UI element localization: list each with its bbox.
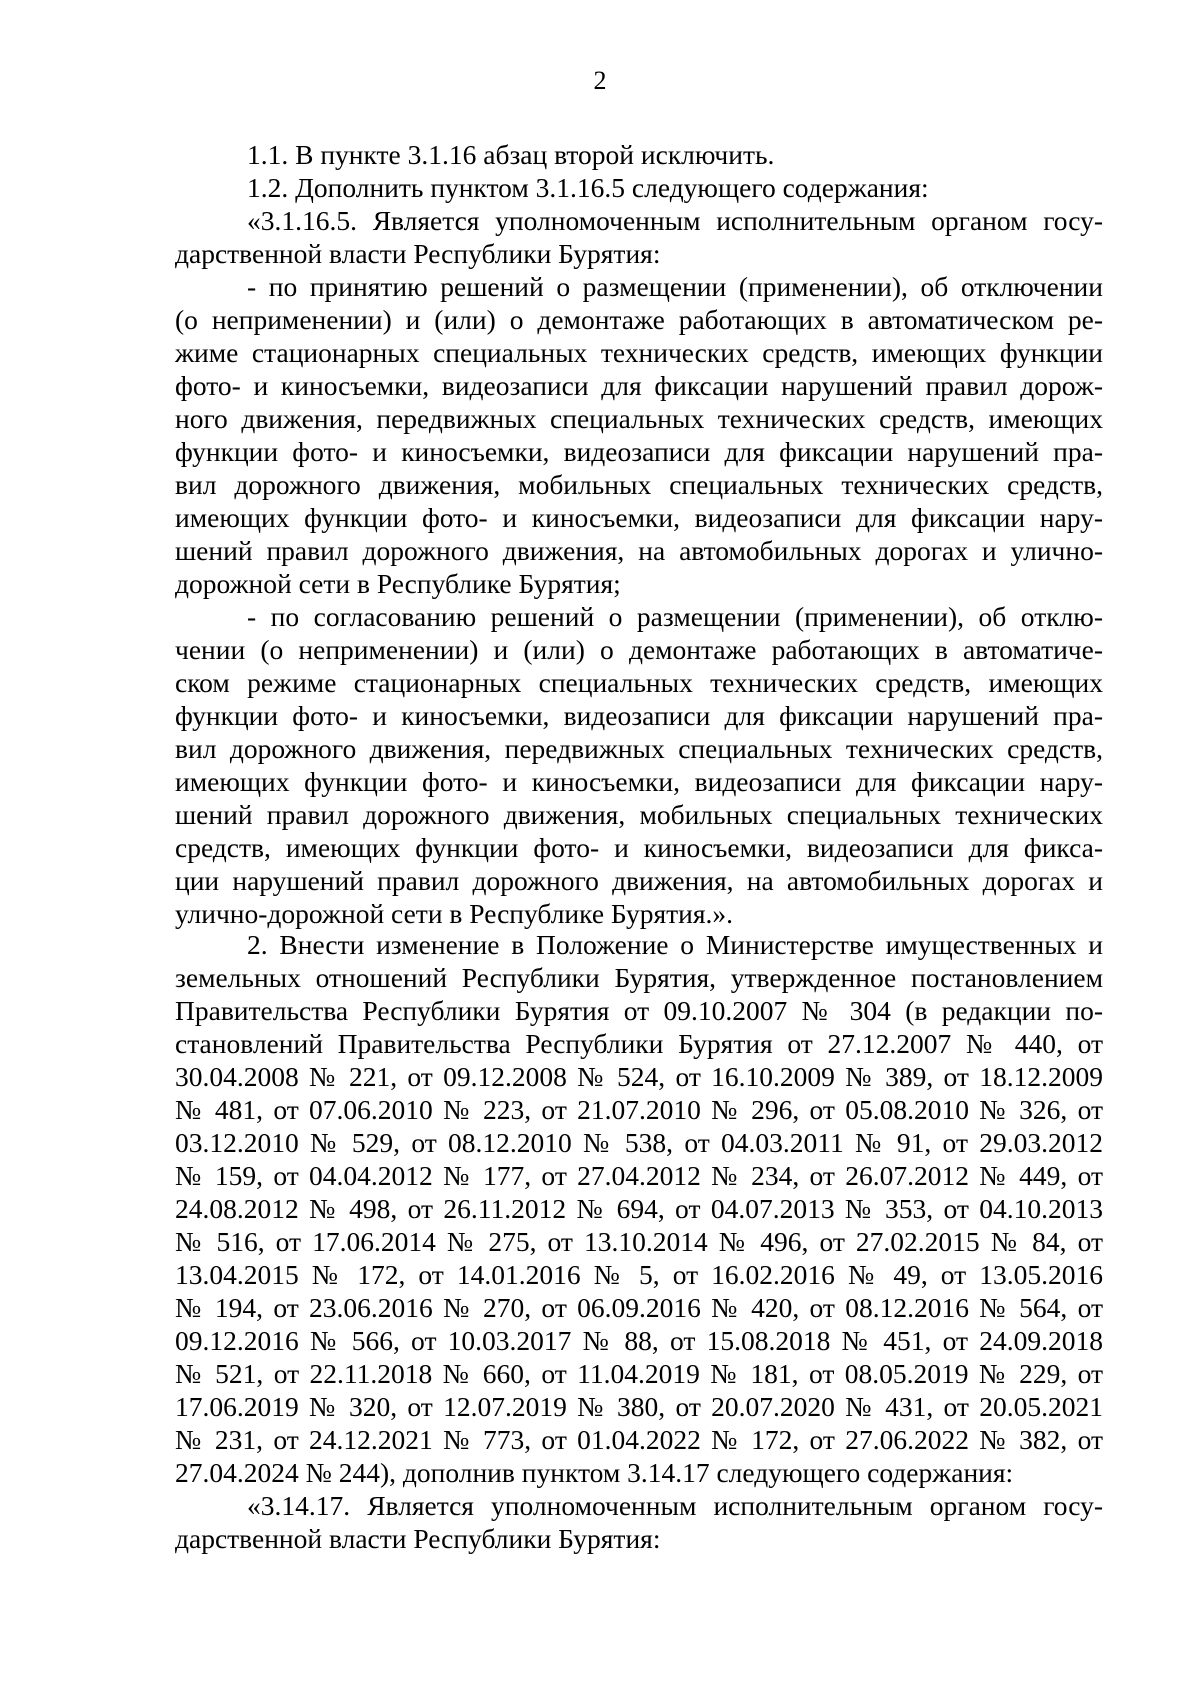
text-line: 1.1. В пункте 3.1.16 абзац второй исключить. <box>247 139 775 170</box>
text-line: функции фото- и киносъемки, видеозаписи для фиксации нарушений пра- <box>175 436 1103 467</box>
text-line: 03.12.2010 № 529, от 08.12.2010 № 538, от 04.03.2011 № 91, от 29.03.2012 <box>175 1127 1103 1158</box>
text-line: чении (о неприменении) и (или) о демонтаже работающих в автоматиче- <box>175 634 1103 665</box>
text-line: ного движения, передвижных специальных технических средств, имеющих <box>175 403 1103 434</box>
text-line: 1.2. Дополнить пунктом 3.1.16.5 следующего содержания: <box>247 172 929 203</box>
text-line: дорожной сети в Республике Бурятия; <box>175 568 621 599</box>
text-line: № 194, от 23.06.2016 № 270, от 06.09.2016 № 420, от 08.12.2016 № 564, от <box>175 1292 1103 1323</box>
text-line: - по принятию решений о размещении (применении), об отключении <box>247 271 1103 302</box>
text-line: жиме стационарных специальных технических средств, имеющих функции <box>175 337 1103 368</box>
text-line: улично-дорожной сети в Республике Бурятия.». <box>175 898 734 929</box>
text-line: ском режиме стационарных специальных технических средств, имеющих <box>175 667 1103 698</box>
text-line: дарственной власти Республики Бурятия: <box>175 238 661 269</box>
text-line: вил дорожного движения, передвижных специальных технических средств, <box>175 733 1103 764</box>
text-line: 24.08.2012 № 498, от 26.11.2012 № 694, от 04.07.2013 № 353, от 04.10.2013 <box>175 1193 1103 1224</box>
text-line: № 516, от 17.06.2014 № 275, от 13.10.2014 № 496, от 27.02.2015 № 84, от <box>175 1226 1103 1257</box>
text-line: Правительства Республики Бурятия от 09.10.2007 № 304 (в редакции по- <box>175 995 1103 1026</box>
text-line: фото- и киносъемки, видеозаписи для фиксации нарушений правил дорож- <box>175 370 1103 401</box>
text-line: шений правил дорожного движения, на автомобильных дорогах и улично- <box>175 535 1103 566</box>
section-1-amendments <box>175 138 1103 930</box>
text-line: 13.04.2015 № 172, от 14.01.2016 № 5, от 16.02.2016 № 49, от 13.05.2016 <box>175 1259 1103 1290</box>
text-line: 27.04.2024 № 244), дополнив пунктом 3.14.17 следующего содержания: <box>175 1457 1014 1488</box>
text-line: земельных отношений Республики Бурятия, утвержденное постановлением <box>175 962 1103 993</box>
text-line: «3.1.16.5. Является уполномоченным исполнительным органом госу- <box>247 205 1103 236</box>
text-line: № 159, от 04.04.2012 № 177, от 27.04.2012 № 234, от 26.07.2012 № 449, от <box>175 1160 1103 1191</box>
text-line: (о неприменении) и (или) о демонтаже работающих в автоматическом ре- <box>175 304 1103 335</box>
text-line: № 521, от 22.11.2018 № 660, от 11.04.2019 № 181, от 08.05.2019 № 229, от <box>175 1358 1103 1389</box>
text-line: имеющих функции фото- и киносъемки, видеозаписи для фиксации нару- <box>175 766 1103 797</box>
text-line: 30.04.2008 № 221, от 09.12.2008 № 524, от 16.10.2009 № 389, от 18.12.2009 <box>175 1061 1103 1092</box>
text-line: «3.14.17. Является уполномоченным исполнительным органом госу- <box>247 1490 1103 1521</box>
text-line: имеющих функции фото- и киносъемки, видеозаписи для фиксации нару- <box>175 502 1103 533</box>
section-2-amendments <box>175 928 1103 1555</box>
text-line: дарственной власти Республики Бурятия: <box>175 1523 661 1554</box>
text-line: функции фото- и киносъемки, видеозаписи для фиксации нарушений пра- <box>175 700 1103 731</box>
text-line: становлений Правительства Республики Бурятия от 27.12.2007 № 440, от <box>175 1028 1103 1059</box>
page-number: 2 <box>593 66 607 95</box>
text-line: - по согласованию решений о размещении (применении), об отклю- <box>247 601 1103 632</box>
text-line: 17.06.2019 № 320, от 12.07.2019 № 380, от 20.07.2020 № 431, от 20.05.2021 <box>175 1391 1103 1422</box>
text-line: 09.12.2016 № 566, от 10.03.2017 № 88, от 15.08.2018 № 451, от 24.09.2018 <box>175 1325 1103 1356</box>
text-line: № 231, от 24.12.2021 № 773, от 01.04.2022 № 172, от 27.06.2022 № 382, от <box>175 1424 1103 1455</box>
text-line: № 481, от 07.06.2010 № 223, от 21.07.2010 № 296, от 05.08.2010 № 326, от <box>175 1094 1103 1125</box>
text-line: средств, имеющих функции фото- и киносъемки, видеозаписи для фикса- <box>175 832 1103 863</box>
text-line: вил дорожного движения, мобильных специальных технических средств, <box>175 469 1103 500</box>
text-line: ции нарушений правил дорожного движения, на автомобильных дорогах и <box>175 865 1103 896</box>
text-line: шений правил дорожного движения, мобильных специальных технических <box>175 799 1103 830</box>
text-line: 2. Внести изменение в Положение о Министерстве имущественных и <box>247 929 1103 960</box>
